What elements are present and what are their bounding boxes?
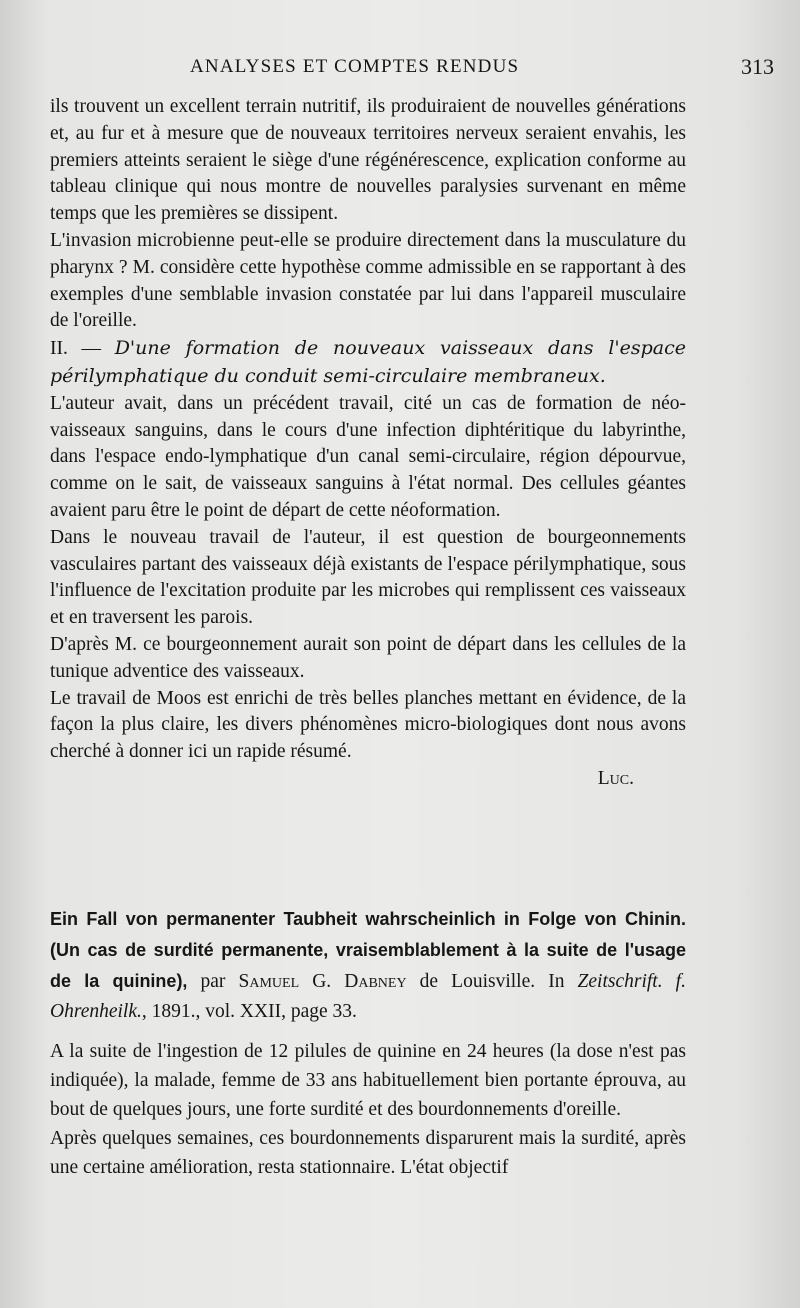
page-number: 313 — [741, 54, 774, 79]
review-content — [50, 1037, 686, 1182]
paragraph: ils trouvent un excellent terrain nutritif, ils produiraient de nouvelles générations et, au fur et à mesure que de nouveaux territoires nerveux seraient envahis, les premiers atteints seraient le siège d'une régénérescence, explication conforme au tableau clinique qui nous montre de nouvelles paralysies survenant en même temps que les premières se dissipent. — [50, 96, 686, 225]
review-entry — [50, 904, 686, 1182]
section-heading — [50, 335, 686, 391]
paragraph: Le travail de Moos est enrichi de très belles planches mettant en évidence, de la façon la plus claire, les divers phénomènes micro-biologiques dont nous avons cherché à donner ici un rapide résumé. — [50, 687, 686, 763]
page-header — [40, 54, 774, 86]
paragraph: L'invasion microbienne peut-elle se produire directement dans la musculature du pharynx ? M. considère cette hypothèse comme admissible en se rapportant à des exemples d'une semblable invasion constatée par lui dans l'appareil musculaire de l'oreille. — [50, 229, 686, 332]
review-place: de Louisville. In — [406, 971, 578, 992]
signature: Luc. — [597, 767, 634, 789]
review-title: Ein Fall von permanenter Taubheit wahrscheinlich in Folge von Chinin. (Un cas de surdité permanente, vraisemblablement à la suite de l'usage de la quinine), — [50, 909, 686, 991]
section-title: D'une formation de nouveaux vaisseaux dans l'espace périlymphatique du conduit semi-circulaire membraneux. — [50, 337, 686, 387]
section-numeral: II. — — [50, 338, 115, 360]
review-journal: Zeitschrift. f. Ohrenheilk. — [50, 971, 686, 1022]
paragraph: Après quelques semaines, ces bourdonnements disparurent mais la surdité, après une certaine amélioration, resta stationnaire. L'état objectif — [50, 1128, 686, 1178]
running-title: ANALYSES ET COMPTES RENDUS — [190, 56, 520, 77]
paragraph: L'auteur avait, dans un précédent travail, cité un cas de formation de néo-vaisseaux sanguins, dans le cours d'une infection diphtéritique du labyrinthe, dans l'espace endo-lymphatique d'un canal semi-circulaire, région dépourvue, comme on le sait, de vaisseaux sanguins à l'état normal. Des cellules géantes avaient paru être le point de départ de cette néoformation. — [50, 392, 686, 521]
review-author: Samuel G. Dabney — [238, 971, 407, 992]
paragraph: D'après M. ce bourgeonnement aurait son point de départ dans les cellules de la tunique adventice des vaisseaux. — [50, 633, 686, 682]
article-body — [50, 94, 686, 793]
review-citation — [50, 904, 686, 1027]
paragraph: A la suite de l'ingestion de 12 pilules de quinine en 24 heures (la dose n'est pas indiquée), la malade, femme de 33 ans habituellement bien portante éprouva, au bout de quelques jours, une forte surdité et des bourdonnements d'oreille. — [50, 1041, 686, 1120]
paragraph: Dans le nouveau travail de l'auteur, il est question de bourgeonnements vasculaires partant des vaisseaux déjà existants de l'espace périlymphatique, sous l'influence de l'excitation produite par les microbes qui remplissent ces vaisseaux et en traversent les parois. — [50, 526, 686, 629]
review-reference: , 1891., vol. XXII, page 33. — [141, 1001, 357, 1022]
review-by: par — [187, 971, 239, 992]
